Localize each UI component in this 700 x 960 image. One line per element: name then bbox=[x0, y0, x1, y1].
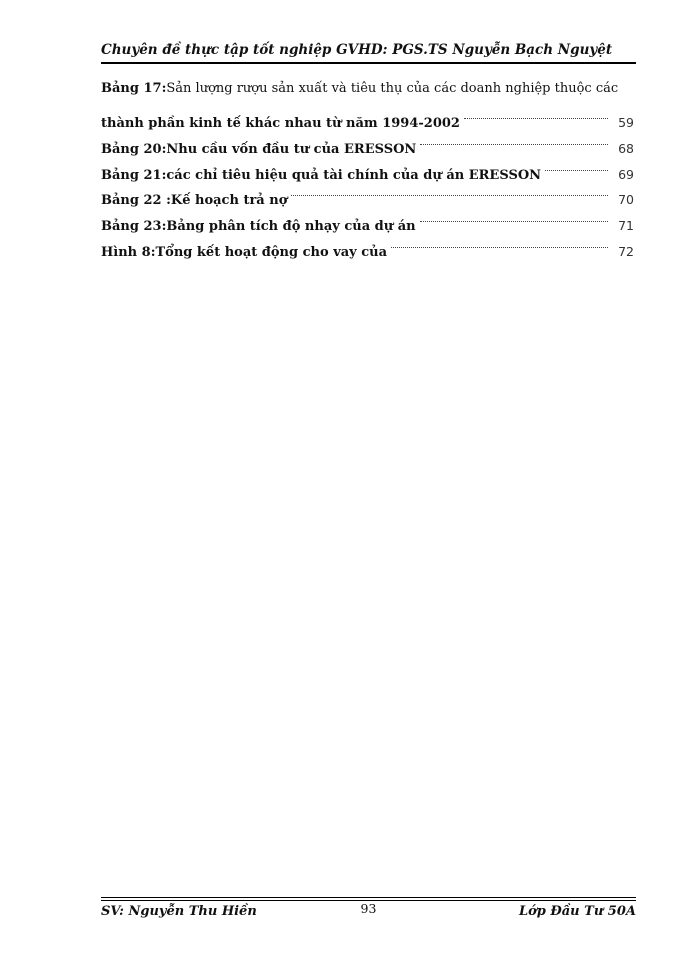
toc-leader-dots bbox=[420, 127, 608, 153]
toc-leader-dots bbox=[545, 153, 608, 179]
toc-entry-text: Nhu cầu vốn đầu tư của ERESSON bbox=[166, 142, 417, 158]
footer-divider bbox=[101, 897, 636, 898]
toc-entry-hinh-8[interactable] bbox=[101, 230, 634, 260]
toc-entry-bang-22[interactable] bbox=[101, 179, 634, 209]
toc-entry-label: Bảng 21: bbox=[101, 167, 167, 183]
toc-entry-bang-21[interactable] bbox=[101, 153, 634, 183]
toc-entry-label: Bảng 22 : bbox=[101, 193, 171, 209]
toc-entry-bang-20[interactable] bbox=[101, 127, 634, 158]
toc-entry-bang-17-line-1[interactable] bbox=[101, 76, 634, 102]
page-number: 93 bbox=[360, 901, 377, 916]
toc-entry-page: 69 bbox=[618, 166, 634, 182]
toc-entry-page: 71 bbox=[618, 218, 634, 234]
toc-leader-dots bbox=[391, 230, 608, 256]
toc-leader-dots bbox=[464, 102, 608, 128]
page-header bbox=[101, 40, 636, 64]
toc-entry-label: Bảng 20: bbox=[101, 142, 167, 158]
toc-entry-text: các chỉ tiêu hiệu quả tài chính của dự án ERESSON bbox=[166, 167, 542, 183]
footer-student-name: SV: Nguyễn Thu Hiền bbox=[101, 904, 257, 919]
toc-entry-page: 70 bbox=[618, 192, 634, 208]
toc-entry-page: 68 bbox=[618, 141, 634, 157]
toc-entry-text: Tổng kết hoạt động cho vay của bbox=[155, 244, 388, 260]
footer-class-name: Lớp Đầu Tư 50A bbox=[518, 904, 636, 919]
toc-leader-dots bbox=[291, 179, 608, 205]
toc-entry-page: 59 bbox=[618, 115, 634, 131]
toc-entry-text: thành phần kinh tế khác nhau từ năm 1994-2002 bbox=[101, 116, 460, 132]
toc-entry-bang-23[interactable] bbox=[101, 204, 634, 235]
toc-entry-label: Bảng 23: bbox=[101, 219, 167, 235]
toc-entry-text: Kế hoạch trả nợ bbox=[170, 193, 288, 209]
page-footer bbox=[101, 902, 636, 922]
table-of-figures bbox=[101, 76, 634, 260]
toc-entry-label: Bảng 17: bbox=[101, 81, 167, 96]
header-text: Chuyên đề thực tập tốt nghiệp GVHD: PGS.TS Nguyễn Bạch Nguyệt bbox=[101, 42, 613, 58]
toc-entry-page: 72 bbox=[618, 243, 634, 259]
toc-entry-text: Sản lượng rượu sản xuất và tiêu thụ của các doanh nghiệp thuộc các bbox=[166, 81, 619, 96]
toc-entry-label: Hình 8: bbox=[101, 244, 156, 260]
toc-leader-dots bbox=[420, 204, 608, 230]
toc-entry-bang-17-line-2[interactable] bbox=[101, 102, 634, 132]
toc-entry-text: Bảng phân tích độ nhạy của dự án bbox=[166, 219, 416, 235]
